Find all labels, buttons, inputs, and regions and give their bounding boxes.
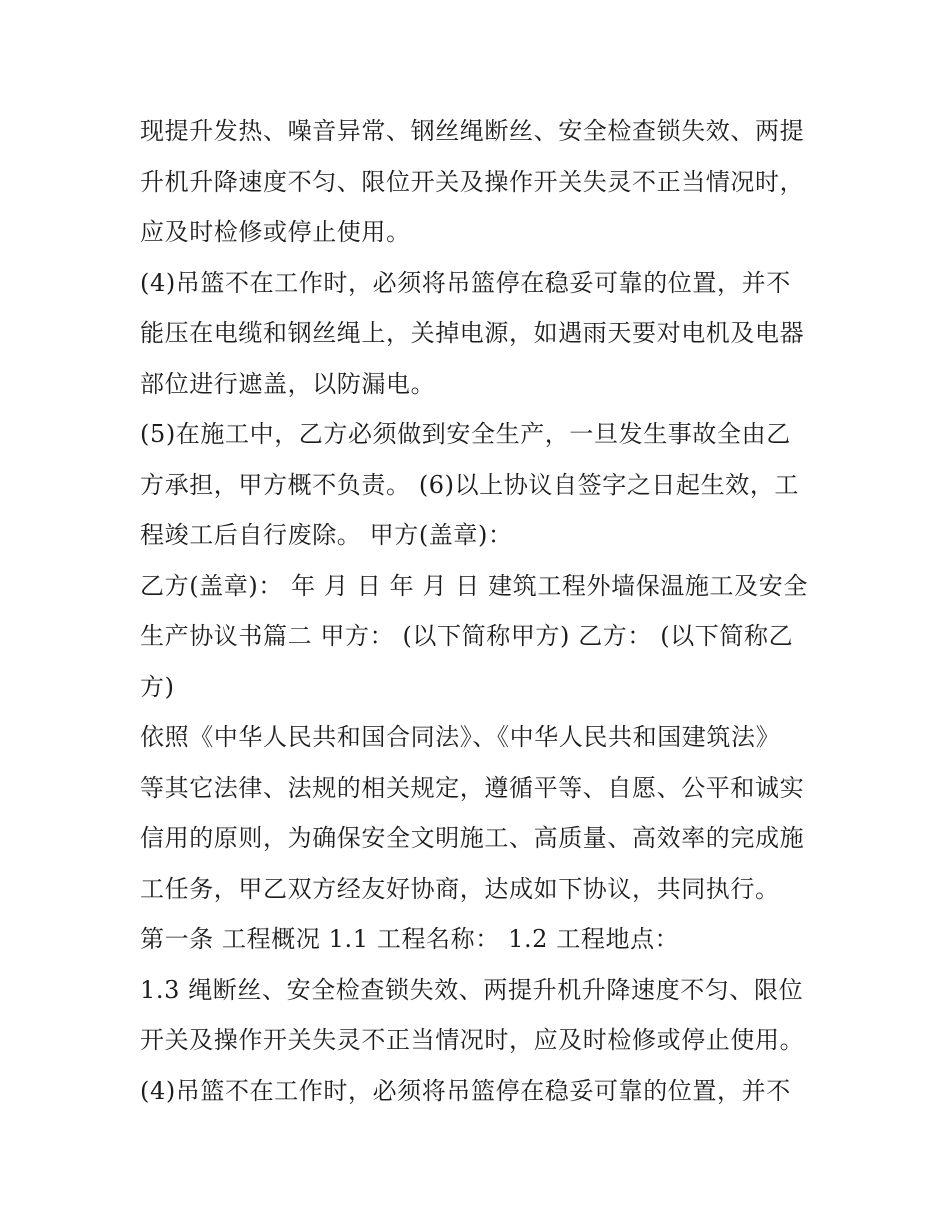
text-line-17: 第一条 工程概况 1.1 工程名称： 1.2 工程地点： [140,925,680,953]
text-line-7: (5)在施工中，乙方必须做到安全生产，一旦发生事故全由乙 [140,420,791,448]
text-line-15: 信用的原则，为确保安全文明施工、高质量、高效率的完成施 [140,824,805,852]
text-line-16: 工任务，甲乙双方经友好协商，达成如下协议，共同执行。 [140,874,780,903]
text-line-19: 开关及操作开关失灵不正当情况时，应及时检修或停止使用。 [140,1026,805,1054]
text-line-6: 部位进行遮盖，以防漏电。 [140,369,436,398]
text-line-9: 程竣工后自行废除。 甲方(盖章)： [140,521,513,549]
text-line-1: 现提升发热、噪音异常、钢丝绳断丝、安全检查锁失效、两提 [140,117,805,145]
document-body [140,106,820,1116]
text-line-5: 能压在电缆和钢丝绳上，关掉电源，如遇雨天要对电机及电器 [140,319,805,347]
text-line-4: (4)吊篮不在工作时，必须将吊篮停在稳妥可靠的位置，并不 [140,268,791,297]
text-line-3: 应及时检修或停止使用。 [140,218,411,246]
text-line-10: 乙方(盖章)： 年 月 日 年 月 日 建筑工程外墙保温施工及安全 [140,571,808,600]
text-line-2: 升机升降速度不匀、限位开关及操作开关失灵不正当情况时， [140,167,805,196]
text-line-13: 依照《中华人民共和国合同法》、《中华人民共和国建筑法》 [140,723,781,751]
text-line-14: 等其它法律、法规的相关规定，遵循平等、自愿、公平和诚实 [140,773,805,802]
text-line-18: 1.3 绳断丝、安全检查锁失效、两提升机升降速度不匀、限位 [140,975,804,1004]
text-line-12: 方) [140,672,175,701]
text-line-20: (4)吊篮不在工作时，必须将吊篮停在稳妥可靠的位置，并不 [140,1076,791,1105]
text-line-8: 方承担，甲方概不负责。 (6)以上协议自签字之日起生效，工 [140,470,800,499]
text-line-11: 生产协议书篇二 甲方： (以下简称甲方) 乙方： (以下简称乙 [140,622,794,650]
